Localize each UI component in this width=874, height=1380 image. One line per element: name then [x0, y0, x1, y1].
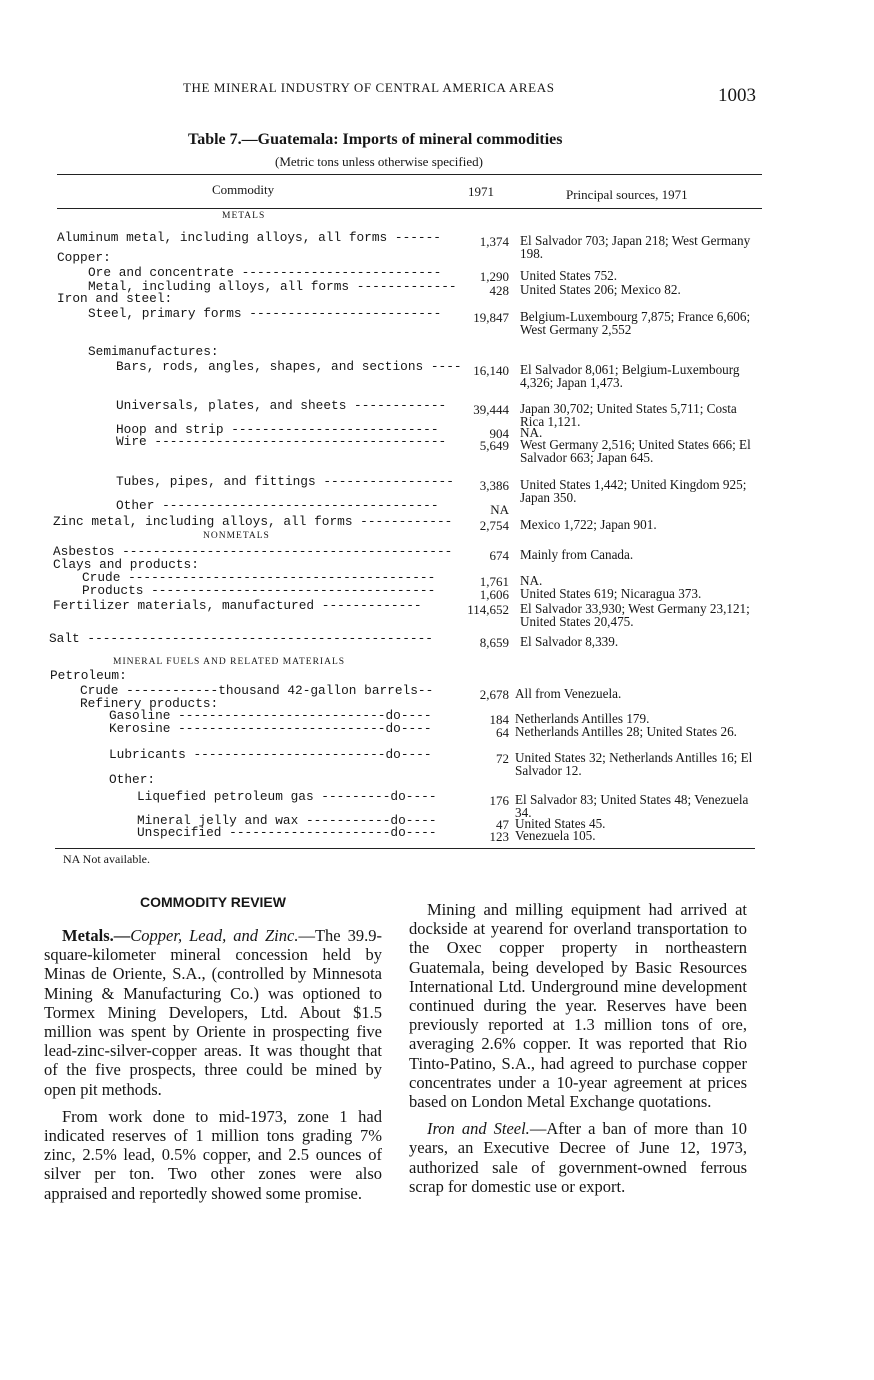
- table-row-sources: El Salvador 8,339.: [520, 634, 619, 649]
- table-row-commodity: Petroleum:: [50, 668, 127, 683]
- paragraph-metals: [44, 926, 382, 1099]
- table-row-commodity: Salt ---------------------------------------------: [49, 631, 433, 646]
- right-column: [409, 900, 747, 1196]
- table-row-value: 123: [489, 829, 509, 844]
- table-row-sources: El Salvador 703; Japan 218; West Germany 198.: [520, 233, 751, 261]
- metals-subject: Copper, Lead, and Zinc.: [130, 926, 299, 945]
- paragraph-zone: From work done to mid-1973, zone 1 had indicated reserves of 1 million tons grading 7% zinc, 2.5% lead, 0.5% copper, and 2.5 ounces of silver per ton. Two other zones were also appraised and reportedly showed some promise.: [44, 1106, 382, 1203]
- table-row-value: 1,374: [479, 234, 509, 249]
- column-header-commodity: Commodity: [212, 182, 275, 197]
- table-row-commodity: Hoop and strip ---------------------------: [116, 422, 439, 437]
- table-row-value: 176: [489, 793, 509, 808]
- table-row-value: 16,140: [473, 363, 509, 378]
- table-row-sources: Venezuela 105.: [515, 828, 596, 843]
- table-row-sources: Belgium-Luxembourg 7,875; France 6,606; West Germany 2,552: [520, 309, 751, 337]
- table-row-commodity: Lubricants -------------------------do----: [109, 747, 432, 762]
- table-row-value: 2,754: [479, 518, 509, 533]
- table-row-value: 39,444: [473, 402, 509, 417]
- table-row-sources: West Germany 2,516; United States 666; El Salvador 663; Japan 645.: [520, 437, 751, 465]
- table-row-commodity: Gasoline ---------------------------do----: [109, 708, 432, 723]
- table-row-commodity: Kerosine ---------------------------do----: [109, 721, 432, 736]
- table-row-sources: United States 206; Mexico 82.: [520, 282, 681, 297]
- table-row-sources: Netherlands Antilles 28; United States 26.: [515, 724, 737, 739]
- table-row-commodity: Semimanufactures:: [88, 344, 219, 359]
- table-row-sources: NA.: [520, 425, 543, 440]
- table-row-commodity: Unspecified ---------------------do----: [137, 825, 437, 840]
- table-row-commodity: Iron and steel:: [57, 291, 173, 306]
- table-row-commodity: Clays and products:: [53, 557, 199, 572]
- table-row-value: 47: [496, 817, 509, 832]
- paragraph-oxec: Mining and milling equipment had arrived at dockside at yearend for overland transportation to the Oxec copper property in northeastern Guatemala, being developed by Basic Resources International Ltd. Underground mine development continued during the year. Reserves have been previously reported at 1.3 million tons of ore, averaging 2.6% copper. It was reported that Rio Tinto-Patino, S.A., had agreed to purchase copper concentrates under a 10-year agreement at prices based on London Metal Exchange quotations.: [409, 900, 747, 1112]
- table-row-value: 1,761: [479, 574, 509, 589]
- table-row-sources: United States 1,442; United Kingdom 925; Japan 350.: [520, 477, 747, 505]
- table-section-heading: MINERAL FUELS AND RELATED MATERIALS: [113, 657, 346, 667]
- table-row-sources: United States 32; Netherlands Antilles 16; El Salvador 12.: [515, 750, 753, 778]
- table-row-commodity: Refinery products:: [80, 696, 219, 711]
- table-row-sources: Netherlands Antilles 179.: [515, 711, 650, 726]
- table-row-commodity: Mineral jelly and wax -----------do----: [137, 813, 437, 828]
- iron-subject: Iron and Steel.: [427, 1119, 530, 1139]
- table-row-commodity: Steel, primary forms -------------------------: [88, 306, 442, 321]
- table-row-commodity: Zinc metal, including alloys, all forms ------------: [53, 514, 453, 529]
- table-row-value: 19,847: [473, 310, 509, 325]
- table-row-value: 114,652: [467, 602, 509, 617]
- table-row-sources: All from Venezuela.: [515, 686, 622, 701]
- paragraph-1-text: —The 39.9-square-kilometer mineral concession held by Minas de Oriente, S.A., (controlled by Minnesota Mining & Manufacturing Co.) was optioned to Tormex Mining Developers, Ltd. About $1.5 million was spent by Oriente in prospecting five lead-zinc-silver-copper areas. It was thought that of the five prospects, three could be mined by open pit methods.: [44, 926, 382, 1099]
- table-row-value: 674: [489, 548, 509, 563]
- table-row-sources: Japan 30,702; United States 5,711; Costa Rica 1,121.: [520, 401, 737, 429]
- table-row-sources: United States 619; Nicaragua 373.: [520, 586, 702, 601]
- table-row-sources: Mainly from Canada.: [520, 547, 634, 562]
- table-row-value: 1,290: [479, 269, 509, 284]
- table-row-value: 8,659: [479, 635, 509, 650]
- table-row-commodity: Crude ------------thousand 42-gallon barrels--: [80, 683, 434, 698]
- table-row-value: NA: [490, 502, 509, 517]
- table-row-commodity: Wire --------------------------------------: [116, 434, 447, 449]
- table-row-sources: Mexico 1,722; Japan 901.: [520, 517, 657, 532]
- page-number: 1003: [718, 85, 756, 106]
- table-row-commodity: Aluminum metal, including alloys, all forms ------: [57, 230, 441, 245]
- table-row-value: 428: [489, 283, 509, 298]
- table-row-value: 3,386: [479, 478, 509, 493]
- section-heading: COMMODITY REVIEW: [140, 894, 286, 910]
- table-row-value: 184: [489, 712, 509, 727]
- table-row-commodity: Tubes, pipes, and fittings -----------------: [116, 474, 454, 489]
- table-row-value: 64: [496, 725, 509, 740]
- table-row-sources: United States 752.: [520, 268, 618, 283]
- paragraph-4-text: —After a ban of more than 10 years, an Executive Decree of June 12, 1973, authorized sale of government-owned ferrous scrap for domestic use or export.: [409, 1119, 748, 1196]
- table-row-commodity: Asbestos -------------------------------------------: [53, 544, 453, 559]
- table-row-sources: El Salvador 8,061; Belgium-Luxembourg 4,326; Japan 1,473.: [520, 362, 740, 390]
- table-row-commodity: Ore and concentrate --------------------------: [88, 265, 442, 280]
- table-row-commodity: Products -------------------------------------: [82, 583, 436, 598]
- table-title: Table 7.—Guatemala: Imports of mineral commodities: [188, 131, 563, 148]
- table-top-rule: [57, 174, 762, 175]
- table-row-value: 2,678: [479, 687, 509, 702]
- running-title: THE MINERAL INDUSTRY OF CENTRAL AMERICA AREAS: [183, 80, 555, 95]
- table-row-commodity: Other ------------------------------------: [116, 498, 439, 513]
- table-row-sources: El Salvador 83; United States 48; Venezuela 34.: [515, 792, 749, 820]
- column-header-sources: Principal sources, 1971: [566, 187, 688, 202]
- table-row-commodity: Fertilizer materials, manufactured -------------: [53, 598, 422, 613]
- table-row-value: 5,649: [479, 438, 509, 453]
- table-section-heading: NONMETALS: [203, 531, 270, 541]
- table-row-commodity: Crude ----------------------------------------: [82, 570, 436, 585]
- table-row-commodity: Other:: [109, 772, 156, 787]
- paragraph-iron: [409, 1119, 747, 1196]
- table-row-value: 1,606: [479, 587, 509, 602]
- table-row-value: 72: [496, 751, 509, 766]
- column-header-year: 1971: [468, 184, 494, 199]
- table-subtitle: (Metric tons unless otherwise specified): [275, 154, 483, 169]
- table-row-commodity: Metal, including alloys, all forms -------------: [88, 279, 457, 294]
- table-bottom-rule: [55, 848, 755, 849]
- table-section-heading: METALS: [222, 211, 266, 221]
- table-header-rule: [57, 208, 762, 209]
- left-column: [44, 926, 382, 1203]
- metals-lead: Metals.—: [62, 926, 131, 945]
- table-row-commodity: Liquefied petroleum gas ---------do----: [137, 789, 437, 804]
- table-row-commodity: Bars, rods, angles, shapes, and sections ----: [116, 359, 462, 374]
- table-row-sources: NA.: [520, 573, 543, 588]
- table-row-sources: El Salvador 33,930; West Germany 23,121; United States 20,475.: [520, 601, 750, 629]
- table-row-commodity: Copper:: [57, 250, 111, 265]
- table-footnote: NA Not available.: [63, 852, 150, 866]
- table-row-sources: United States 45.: [515, 816, 606, 831]
- table-row-commodity: Universals, plates, and sheets ------------: [116, 398, 447, 413]
- table-row-value: 904: [489, 426, 509, 441]
